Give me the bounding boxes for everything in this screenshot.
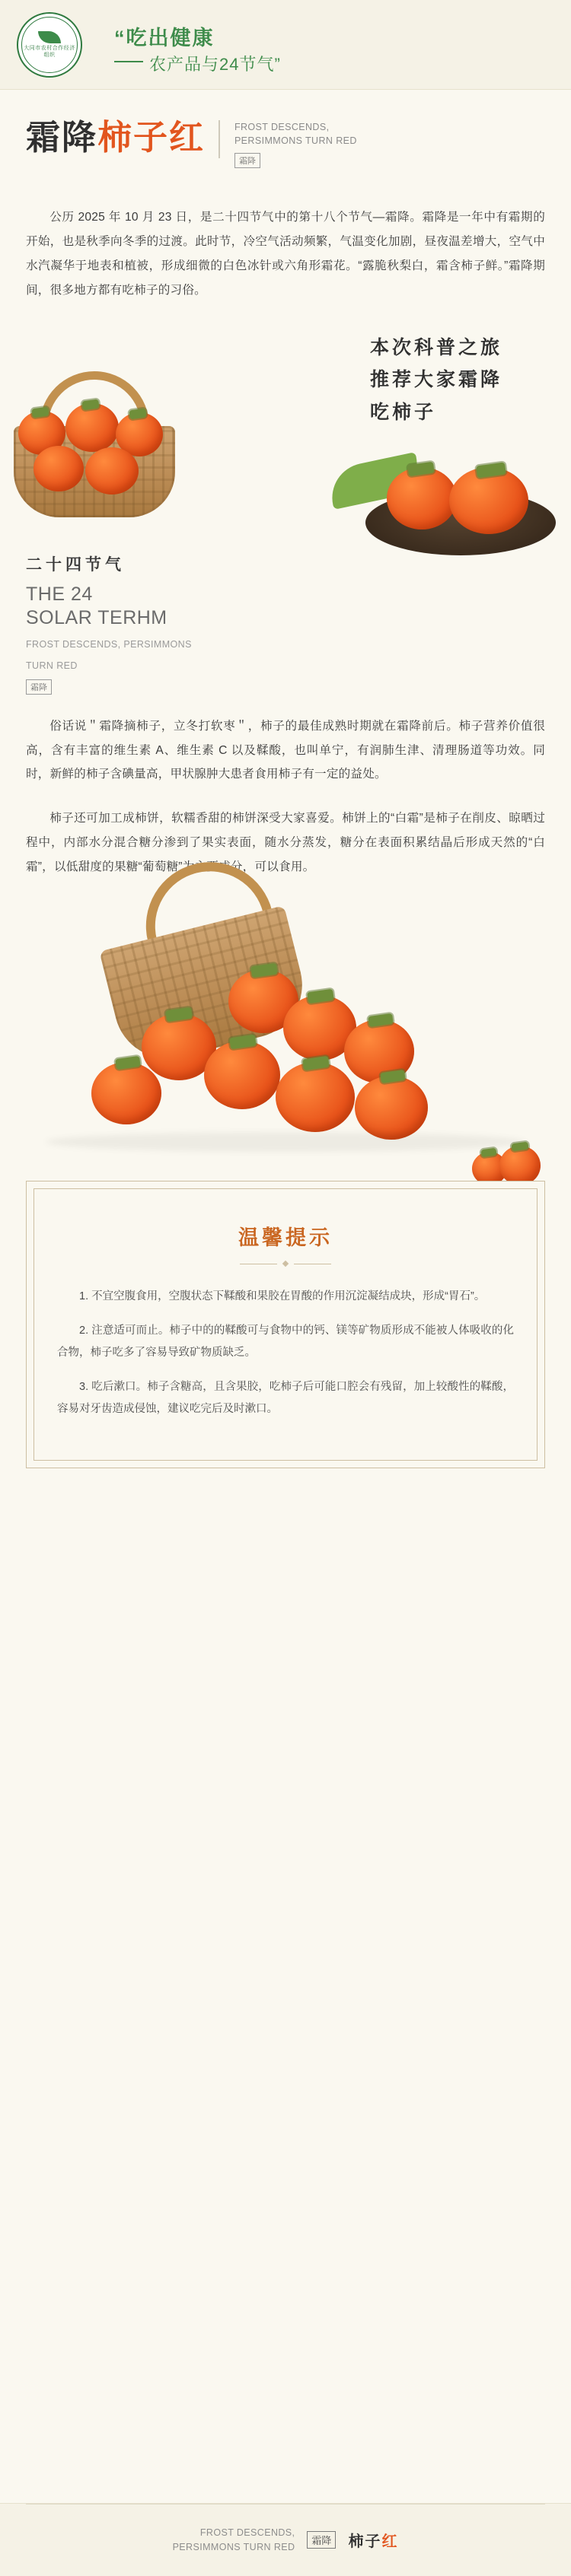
ground-shadow xyxy=(46,1132,525,1152)
promo-text xyxy=(370,332,545,429)
promo-line-2: 推荐大家霜降 xyxy=(370,369,503,391)
footer-title-part1: 柿子 xyxy=(348,2533,382,2550)
section-title-cn: 二十四节气 xyxy=(26,555,125,574)
persimmon-fruit xyxy=(85,447,139,495)
title-en-line1: FROST DESCENDS, xyxy=(234,122,330,132)
leaf-icon xyxy=(38,31,61,43)
tip-item: 1. 不宜空腹食用，空腹状态下鞣酸和果胶在胃酸的作用沉淀凝结成块，形成“胃石”。 xyxy=(79,1290,486,1303)
persimmon-fruit xyxy=(33,446,84,491)
title-vertical-divider xyxy=(219,120,220,158)
promo-line-1: 本次科普之旅 xyxy=(370,336,503,358)
title-tag: 霜降 xyxy=(234,153,260,168)
persimmon-fruit xyxy=(499,1146,541,1185)
intro-paragraph: 公历 2025 年 10 月 23 日，是二十四节气中的第十八个节气—霜降。霜降是一年中有霜期的开始，也是秋季向冬季的过渡。此时节，冷空气活动频繁，气温变化加剧，昼夜温差增大，空气中水汽凝华于地表和植被，形成细微的白色冰针或六角形霜花。“露脆秋梨白，霜含柿子鲜。”霜降期间，很多地方都有吃柿子的习俗。 xyxy=(26,211,545,297)
section-en-line2: SOLAR TERHM xyxy=(26,607,167,629)
promo-line-3: 吃柿子 xyxy=(370,401,437,423)
header-divider-dash xyxy=(114,61,143,62)
footer-tag: 霜降 xyxy=(307,2531,336,2549)
persimmon-basket-illustration xyxy=(0,344,228,534)
section-en-line1: THE 24 xyxy=(26,583,93,605)
section-sub-en-line2: TURN RED xyxy=(26,660,78,672)
tips-card xyxy=(26,1181,545,1468)
title-en-line2: PERSIMMONS TURN RED xyxy=(234,135,357,147)
persimmon-fruit xyxy=(204,1041,280,1109)
page-header xyxy=(0,0,571,90)
body-paragraph-2: 柿子还可加工成柿饼，软糯香甜的柿饼深受大家喜爱。柿饼上的“白霜”是柿子在削皮、晾晒过程中，内部水分混合糖分渗到了果实表面，随水分蒸发，糖分在表面积累结晶后形成天然的“白霜”，以低甜度的果糖“葡萄糖”为主要成分，可以食用。 xyxy=(26,812,545,874)
page-title xyxy=(26,118,206,157)
footer-title-part2: 红 xyxy=(381,2533,399,2550)
logo-inner-ring xyxy=(21,17,78,73)
section-sub-en-line1: FROST DESCENDS, PERSIMMONS xyxy=(26,639,192,650)
tipped-basket-illustration xyxy=(0,899,571,1173)
header-subtitle: 农产品与24节气” xyxy=(149,55,281,74)
page-title-part2: 柿子红 xyxy=(97,118,206,157)
tips-divider xyxy=(240,1261,331,1266)
tip-item: 3. 吃后漱口。柿子含糖高，且含果胶，吃柿子后可能口腔会有残留，加上较酸性的鞣酸，容易对牙齿造成侵蚀，建议吃完后及时漱口。 xyxy=(57,1381,514,1416)
footer-title xyxy=(348,2529,398,2551)
persimmon-fruit xyxy=(276,1062,355,1132)
persimmon-fruit xyxy=(355,1076,428,1140)
section-title-en xyxy=(26,583,545,631)
page-title-part1: 霜降 xyxy=(26,118,98,157)
logo-label: 大同市农村合作经济组织 xyxy=(24,45,75,58)
solar-term-section-label xyxy=(26,552,545,695)
divider-diamond-icon xyxy=(282,1261,289,1267)
persimmon-fruit xyxy=(449,467,528,534)
promo-illustration-section xyxy=(0,315,571,543)
footer-english xyxy=(173,2526,295,2553)
body-paragraph-1: 俗话说＂霜降摘柿子，立冬打软枣＂，柿子的最佳成熟时期就在霜降前后。柿子营养价值很高，含有丰富的维生素 A、维生素 C 以及鞣酸，也叫单宁，有润肺生津、清理肠道等功效。同时，新鲜的柿子含碘量高，甲状腺肿大患者食用柿子有一定的益处。 xyxy=(26,719,545,781)
section-tag: 霜降 xyxy=(26,679,52,695)
footer-en-line1: FROST DESCENDS, xyxy=(199,2527,295,2539)
persimmon-fruit xyxy=(387,467,457,530)
tips-section xyxy=(0,1181,571,1468)
footer-en-line2: PERSIMMONS TURN RED xyxy=(172,2541,295,2552)
tip-item: 2. 注意适可而止。柿子中的的鞣酸可与食物中的钙、镁等矿物质形成不能被人体吸收的化合物，柿子吃多了容易导致矿物质缺乏。 xyxy=(57,1325,514,1360)
title-english-block xyxy=(234,120,357,168)
organization-logo xyxy=(17,12,82,78)
persimmon-plate-illustration xyxy=(320,431,571,560)
header-title: “吃出健康 xyxy=(114,27,215,49)
persimmon-fruit xyxy=(91,1062,161,1124)
tips-title: 温馨提示 xyxy=(238,1226,333,1250)
persimmon-fruit xyxy=(65,403,119,452)
page-footer xyxy=(0,2503,571,2576)
title-block xyxy=(0,116,571,186)
